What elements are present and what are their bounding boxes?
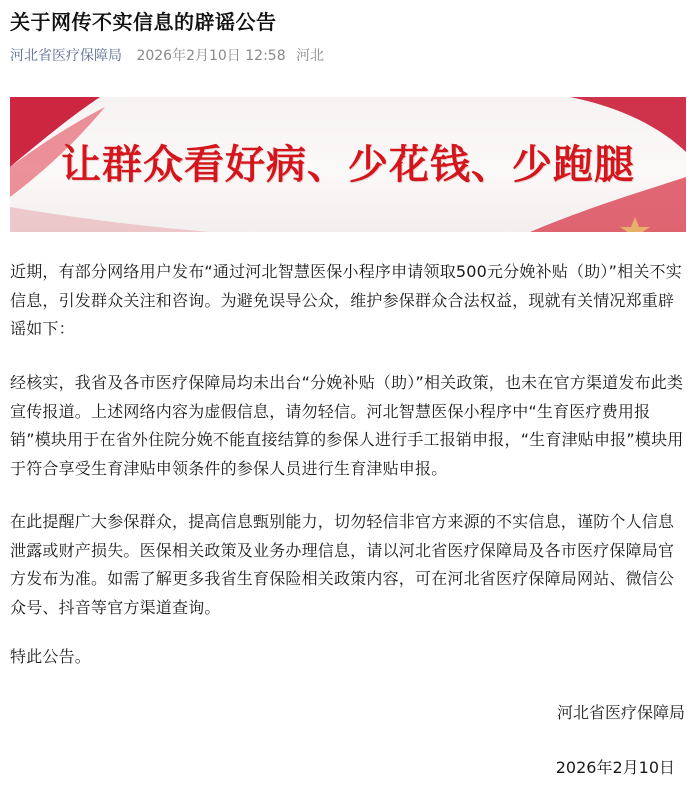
paragraph-2: 经核实，我省及各市医疗保障局均未出台“分娩补贴（助）”相关政策，也未在官方渠道发布此类宣传报道。上述网络内容为虚假信息，请勿轻信。河北智慧医保小程序中“生育医疗费用报销”模块用于在省外住院分娩不能直接结算的参保人进行手工报销申报，“生育津贴申报”模块用于符合享受生育津贴申领条件的参保人员进行生育津贴申报。 xyxy=(10,373,684,478)
article-title: 关于网传不实信息的辟谣公告 xyxy=(10,10,277,34)
signature: 河北省医疗保障局 xyxy=(556,703,685,722)
ribbon-bottom-left xyxy=(10,207,210,232)
author-link[interactable]: 河北省医疗保障局 xyxy=(10,48,122,64)
banner-slogan: 让群众看好病、少花钱、少跑腿 xyxy=(61,141,635,188)
publish-time: 2026年2月10日 12:58 xyxy=(136,48,286,64)
signature-date: 2026年2月10日 xyxy=(555,758,675,777)
paragraph-3: 在此提醒广大参保群众，提高信息甄别能力，切勿轻信非官方来源的不实信息，谨防个人信息泄露或财产损失。医保相关政策及业务办理信息，请以河北省医疗保障局及各市医疗保障局官方发布为准。如需了解更多我省生育保险相关政策内容，可在河北省医疗保障局网站、微信公众号、抖音等官方渠道查询。 xyxy=(10,512,675,617)
article-meta xyxy=(10,45,324,65)
publish-location: 河北 xyxy=(296,48,325,64)
slogan-banner xyxy=(10,97,686,232)
paragraph-1: 近期，有部分网络用户发布“通过河北智慧医保小程序申请领取500元分娩补贴（助）”相关不实信息，引发群众关注和咨询。为避免误导公众，维护参保群众合法权益，现就有关情况郑重辟谣如下： xyxy=(10,262,682,338)
paragraph-4: 特此公告。 xyxy=(10,647,92,666)
